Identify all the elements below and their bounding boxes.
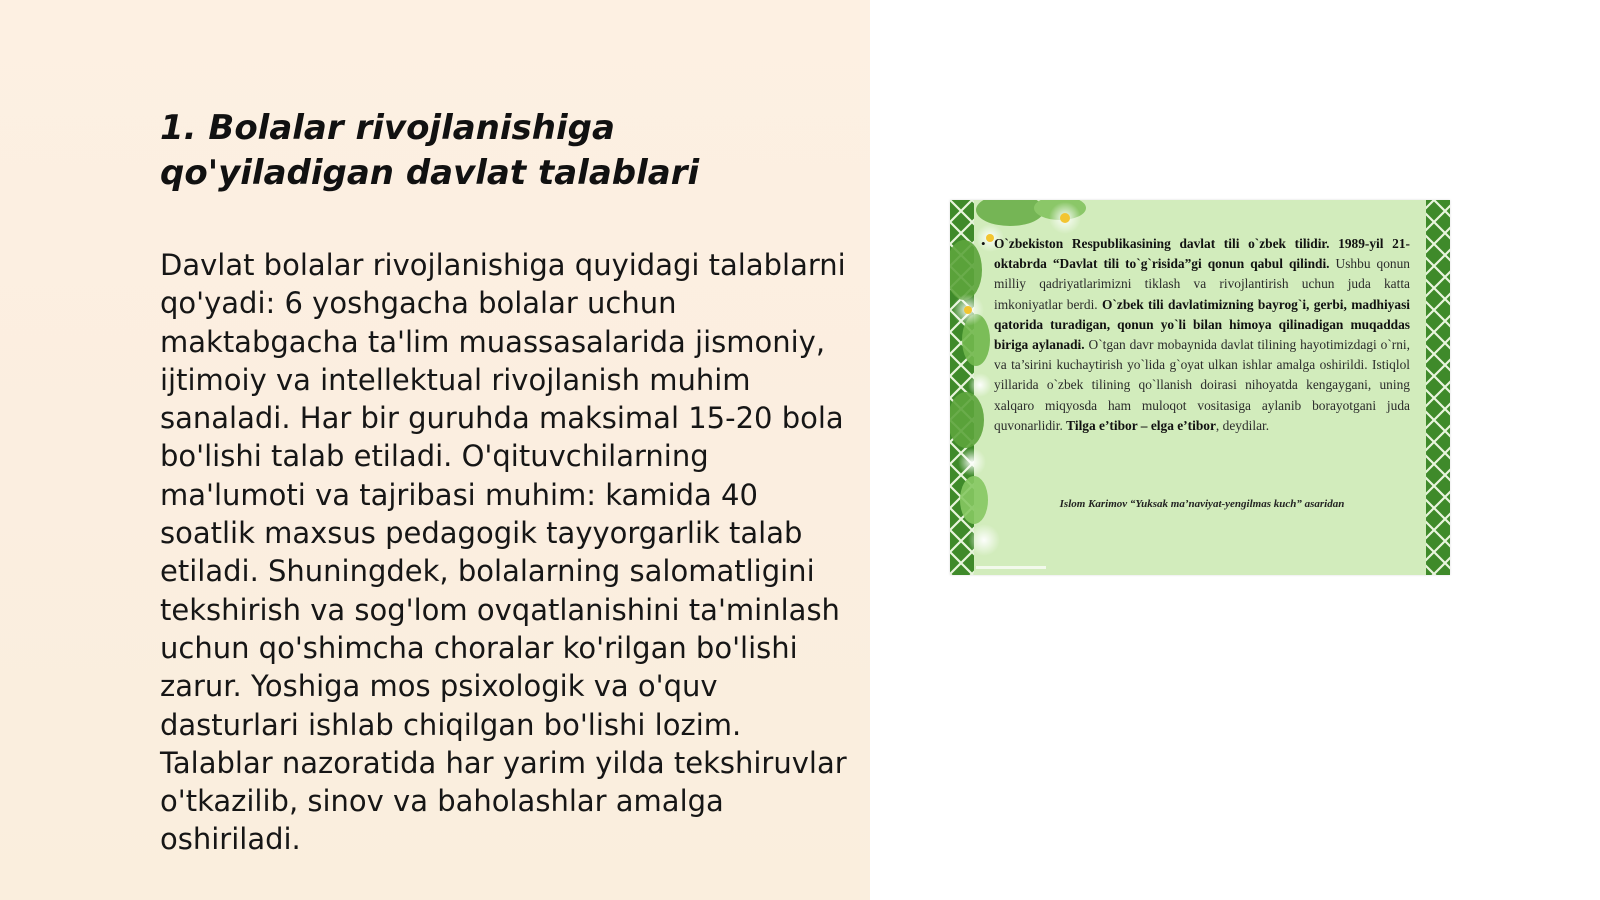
- card-text-bold-2: O`zbek tili davlatimizning bayrog`i, gerbi, madhiyasi qatorida turadigan, qonun yo`li bilan himoya qilinadigan muqaddas biriga aylanadi.: [994, 296, 1410, 353]
- quote-card-image: [950, 200, 1450, 575]
- slide-title: 1. Bolalar rivojlanishiga qo'yiladigan davlat talablari: [160, 108, 700, 193]
- right-lattice-border: [1426, 200, 1450, 575]
- card-text-regular-1: Ushbu qonun milliy qadriyatlarimizni tiklash va rivojlantirish uchun juda katta imkoniyatlar berdi.: [994, 256, 1410, 312]
- card-text-regular-3: , deydilar.: [1215, 417, 1270, 433]
- card-caption: Islom Karimov “Yuksak ma’naviyat-yengilmas kuch” asaridan: [1059, 498, 1345, 510]
- card-bullet: •: [981, 236, 986, 251]
- card-text-bold-1: O`zbekiston Respublikasining davlat tili o`zbek tilidir. 1989-yil 21-oktabrda “Davlat tili to`g`risida”gi qonun qabul qilindi.: [994, 236, 1410, 272]
- card-text-bold-3: Tilga e’tibor – elga e’tibor: [1066, 417, 1216, 433]
- slide-body-text: Davlat bolalar rivojlanishiga quyidagi talablarni qo'yadi: 6 yoshgacha bolalar uchun maktabgacha ta'lim muassasalarida jismoniy, ijtimoiy va intellektual rivojlanish muhim sanaladi. Har bir guruhda maksimal 15-20 bola bo'lishi talab etiladi. O'qituvchilarning ma'lumoti va tajribasi muhim: kamida 40 soatlik maxsus pedagogik tayyorgarlik talab etiladi. Shuningdek, bolalarning salomatligini tekshirish va sog'lom ovqatlanishini ta'minlash uchun qo'shimcha choralar ko'rilgan bo'lishi zarur. Yoshiga mos psixologik va o'quv dasturlari ishlab chiqilgan bo'lishi lozim. Talablar nazoratida har yarim yilda tekshiruvlar o'tkazilib, sinov va baholashlar amalga oshiriladi.: [160, 248, 847, 857]
- card-quote-text: [994, 234, 1410, 436]
- card-text-regular-2: O`tgan davr mobaynida davlat tilining hayotimizdagi o`rni, va ta’sirini kuchaytirish yo`lida g`oyat ulkan ishlar amalga oshirildi. Istiqlol yillarida o`zbek tilining qo`llanish doirasi nihoyatda kengaygani, uning xalqaro miqyosda ham muloqot vositasiga aylanib borayotgani juda quvonarlidir.: [994, 337, 1410, 433]
